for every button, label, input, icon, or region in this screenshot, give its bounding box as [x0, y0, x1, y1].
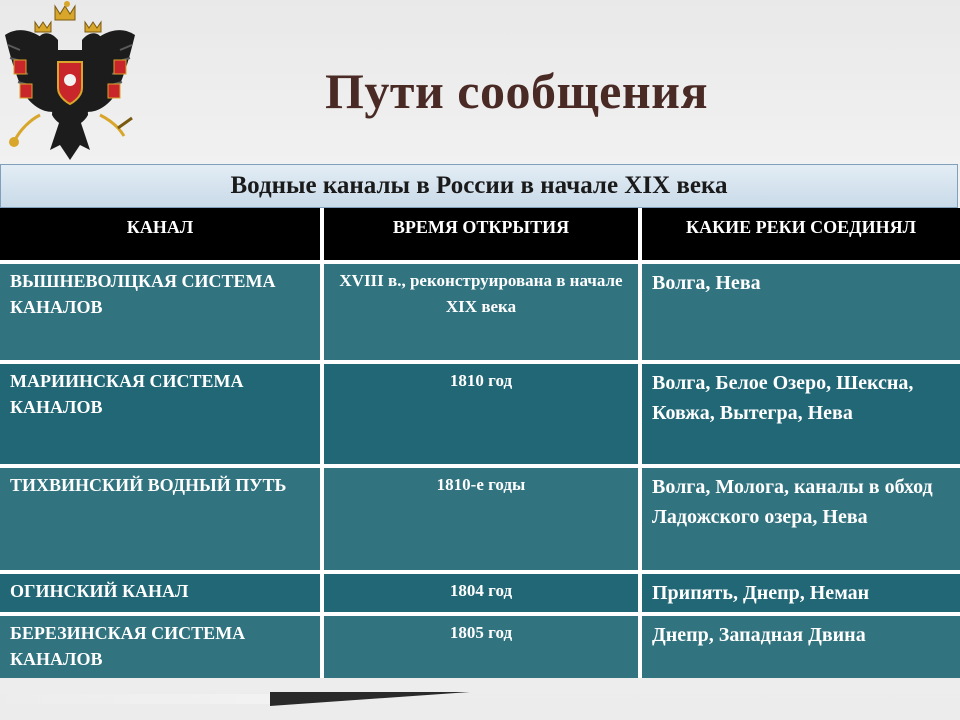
time-cell: 1810-е годы	[322, 466, 640, 572]
footer-decoration	[0, 694, 270, 704]
rivers-cell: Днепр, Западная Двина	[640, 614, 960, 678]
rivers-cell: Волга, Белое Озеро, Шексна, Ковжа, Вытегра, Нева	[640, 362, 960, 466]
table-caption: Водные каналы в России в начале XIX века	[0, 164, 958, 208]
time-cell: 1810 год	[322, 362, 640, 466]
table-row	[0, 262, 960, 362]
rivers-cell: Волга, Молога, каналы в обход Ладожского озера, Нева	[640, 466, 960, 572]
rivers-cell: Припять, Днепр, Неман	[640, 572, 960, 614]
double-headed-eagle-icon	[0, 0, 140, 165]
table-row	[0, 572, 960, 614]
table-header-row	[0, 208, 960, 262]
canals-table	[0, 208, 960, 678]
column-header-canal: КАНАЛ	[0, 208, 322, 262]
canal-cell: МАРИИНСКАЯ СИСТЕМА КАНАЛОВ	[0, 362, 322, 466]
page-title: Пути сообщения	[325, 63, 709, 119]
column-header-time: ВРЕМЯ ОТКРЫТИЯ	[322, 208, 640, 262]
canal-cell: ТИХВИНСКИЙ ВОДНЫЙ ПУТЬ	[0, 466, 322, 572]
column-header-rivers: КАКИЕ РЕКИ СОЕДИНЯЛ	[640, 208, 960, 262]
table-row	[0, 362, 960, 466]
time-cell: XVIII в., реконструирована в начале XIX века	[322, 262, 640, 362]
table-row	[0, 614, 960, 678]
time-cell: 1804 год	[322, 572, 640, 614]
rivers-cell: Волга, Нева	[640, 262, 960, 362]
table-row	[0, 466, 960, 572]
canal-cell: ВЫШНЕВОЛЦКАЯ СИСТЕМА КАНАЛОВ	[0, 262, 322, 362]
canal-cell: ОГИНСКИЙ КАНАЛ	[0, 572, 322, 614]
canal-cell: БЕРЕЗИНСКАЯ СИСТЕМА КАНАЛОВ	[0, 614, 322, 678]
time-cell: 1805 год	[322, 614, 640, 678]
footer-wedge	[270, 692, 470, 706]
